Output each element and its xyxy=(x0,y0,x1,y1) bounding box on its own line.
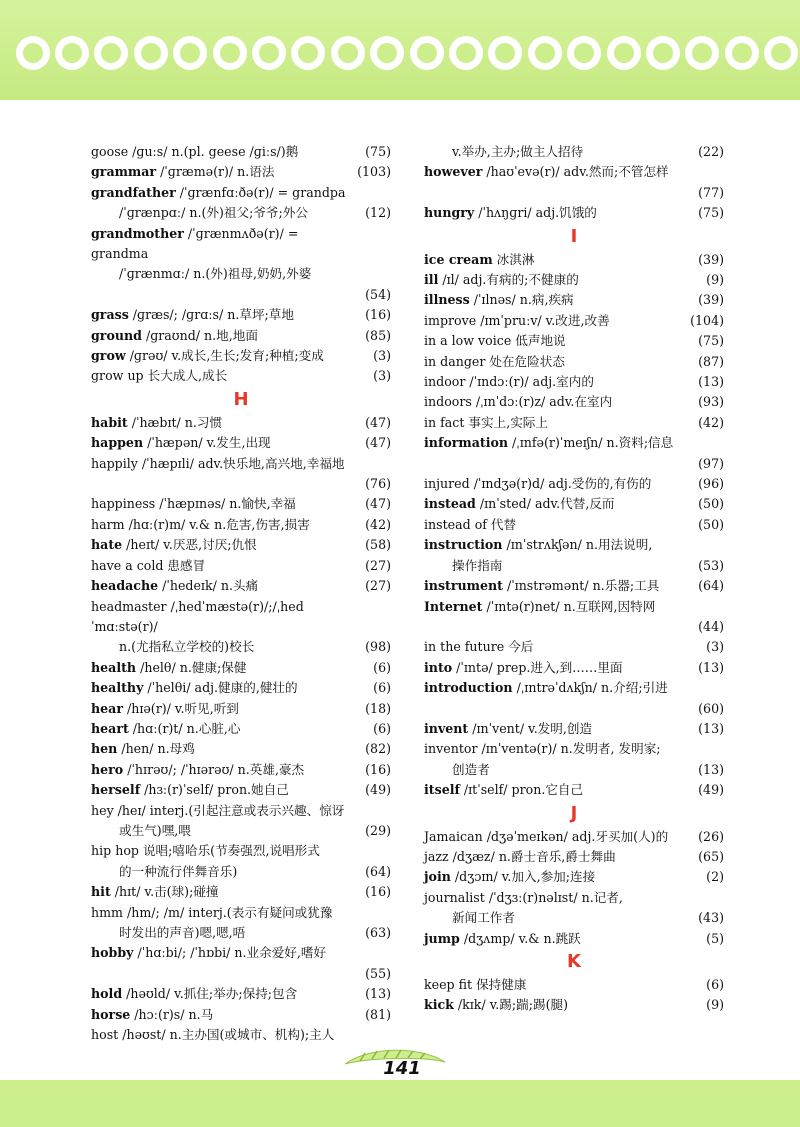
page-reference: (96) xyxy=(698,476,724,492)
bottom-decorative-band xyxy=(0,1080,800,1127)
glossary-entry xyxy=(424,576,724,596)
section-letter: I xyxy=(570,225,578,247)
glossary-entry xyxy=(91,801,391,842)
ring xyxy=(725,36,759,70)
ring xyxy=(94,36,128,70)
entry-text: in the future 今后 xyxy=(424,639,534,655)
entry-text: in danger 处在危险状态 xyxy=(424,353,565,369)
entry-text: harm /hɑː(r)m/ v.& n.危害,伤害,损害 xyxy=(91,516,310,532)
entry-spacer xyxy=(424,454,724,474)
headword: habit xyxy=(91,414,128,430)
headword: hen xyxy=(91,741,118,757)
entry-text: hero /ˈhɪrəʊ/; /ˈhɪərəʊ/ n.英雄,豪杰 xyxy=(91,761,305,777)
ring xyxy=(449,36,483,70)
headword: grammar xyxy=(91,164,157,180)
headword: introduction xyxy=(424,680,513,696)
entry-text: hate /heɪt/ v.厌恶,讨厌;仇恨 xyxy=(91,537,257,553)
page-reference: (50) xyxy=(698,496,724,512)
page-reference: (6) xyxy=(373,659,391,675)
glossary-entry xyxy=(424,162,724,203)
entry-text: jazz /dʒæz/ n.爵士音乐,爵士舞曲 xyxy=(424,848,616,864)
section-letter: K xyxy=(567,950,581,972)
headword: instruction xyxy=(424,537,503,553)
page-reference: (13) xyxy=(698,761,724,777)
entry-text: hip hop 说唱;嘻哈乐(节奏强烈,说唱形式 xyxy=(91,843,320,859)
headword: hate xyxy=(91,537,123,553)
entry-text: hold /həʊld/ v.抓住;举办;保持;包含 xyxy=(91,986,298,1002)
ring xyxy=(764,36,798,70)
entry-text: herself /hɜː(r)ˈself/ pron.她自己 xyxy=(91,782,289,798)
entry-text: host /həʊst/ n.主办国(或城市、机构);主人 xyxy=(91,1027,335,1043)
ring xyxy=(291,36,325,70)
entry-text: hey /heɪ/ interj.(引起注意或表示兴趣、惊讶 xyxy=(91,802,345,818)
page-reference: (39) xyxy=(698,251,724,267)
headword: Internet xyxy=(424,598,483,614)
glossary-entry xyxy=(91,535,391,555)
headword: herself xyxy=(91,782,141,798)
entry-continuation: n.(尤指私立学校的)校长 xyxy=(119,639,255,655)
glossary-entry xyxy=(424,867,724,887)
page-reference: (18) xyxy=(365,700,391,716)
section-letter: H xyxy=(233,388,249,410)
glossary-entry xyxy=(91,597,391,658)
glossary-entry xyxy=(91,183,391,224)
ring xyxy=(410,36,444,70)
ring xyxy=(331,36,365,70)
glossary-entry xyxy=(91,719,391,739)
entry-text: instead of 代替 xyxy=(424,516,517,532)
headword: join xyxy=(424,869,451,885)
headword: grow xyxy=(91,348,126,364)
page-reference: (63) xyxy=(365,925,391,940)
glossary-entry xyxy=(424,975,724,995)
page-reference: (76) xyxy=(365,476,391,492)
entry-text: grandmother /ˈɡrænmʌðə(r)/ = grandma xyxy=(91,225,299,262)
entry-text: habit /ˈhæbɪt/ n.习惯 xyxy=(91,414,223,430)
headword: instead xyxy=(424,496,476,512)
page-reference: (9) xyxy=(706,272,724,288)
headword: hold xyxy=(91,986,123,1002)
entry-text: introduction /ˌɪntrəˈdʌkʃn/ n.介绍;引进 xyxy=(424,680,668,696)
headword: hero xyxy=(91,761,124,777)
entry-continuation: /ˈɡrænpɑː/ n.(外)祖父;爷爷;外公 xyxy=(119,205,308,221)
page-reference: (93) xyxy=(698,394,724,410)
glossary-entry xyxy=(91,739,391,759)
glossary-entry xyxy=(91,760,391,780)
page-reference: (27) xyxy=(365,578,391,594)
entry-text: in a low voice 低声地说 xyxy=(424,333,566,349)
glossary-entry xyxy=(424,739,724,780)
page-reference: (42) xyxy=(365,516,391,532)
glossary-entry xyxy=(91,1005,391,1025)
entry-spacer xyxy=(424,699,724,719)
glossary-entry xyxy=(424,515,724,535)
glossary-entry xyxy=(91,882,391,902)
entry-text: hobby /ˈhɑːbi/; /ˈhɒbi/ n.业余爱好,嗜好 xyxy=(91,945,327,961)
page-reference: (87) xyxy=(698,353,724,369)
headword: into xyxy=(424,659,453,675)
entry-continuation: 或生气)嘿,喂 xyxy=(119,822,191,838)
glossary-entry xyxy=(91,841,391,882)
entry-text: Internet /ˈɪntə(r)net/ n.互联网,因特网 xyxy=(424,598,656,614)
ring xyxy=(685,36,719,70)
page-reference: (3) xyxy=(706,639,724,655)
glossary-entry xyxy=(91,556,391,576)
page-reference: (16) xyxy=(365,884,391,900)
entry-text: journalist /ˈdʒɜː(r)nəlɪst/ n.记者, xyxy=(424,889,623,905)
glossary-entry xyxy=(424,352,724,372)
ring xyxy=(646,36,680,70)
page-reference: (60) xyxy=(698,700,724,716)
entry-text: Jamaican /dʒəˈmeɪkən/ adj.牙买加(人)的 xyxy=(424,828,669,844)
page-reference: (58) xyxy=(365,537,391,553)
ring xyxy=(173,36,207,70)
page-reference: (12) xyxy=(365,205,391,221)
page-reference: (3) xyxy=(373,348,391,364)
glossary-entry xyxy=(424,929,724,949)
entry-text: heart /hɑː(r)t/ n.心脏,心 xyxy=(91,720,241,736)
page-reference: (47) xyxy=(365,435,391,451)
glossary-right-column xyxy=(424,142,724,1016)
entry-text: hen /hen/ n.母鸡 xyxy=(91,741,195,757)
glossary-entry xyxy=(424,331,724,351)
entry-text: information /ˌɪnfə(r)ˈmeɪʃn/ n.资料;信息 xyxy=(424,435,674,451)
glossary-entry xyxy=(91,305,391,325)
entry-text: horse /hɔː(r)s/ n.马 xyxy=(91,1006,214,1022)
entry-text: hit /hɪt/ v.击(球);碰撞 xyxy=(91,884,219,900)
page-reference: (5) xyxy=(706,930,724,946)
glossary-entry xyxy=(91,1025,391,1045)
headword: happen xyxy=(91,435,144,451)
page-reference: (104) xyxy=(690,312,724,328)
entry-text: ill /ɪl/ adj.有病的;不健康的 xyxy=(424,272,579,288)
glossary-entry xyxy=(91,576,391,596)
page-reference: (53) xyxy=(698,557,724,573)
page-reference: (44) xyxy=(698,618,724,634)
glossary-entry xyxy=(91,346,391,366)
glossary-entry xyxy=(424,888,724,929)
page-reference: (3) xyxy=(373,368,391,384)
entry-text: v.举办,主办;做主人招待 xyxy=(452,144,584,159)
page-reference: (97) xyxy=(698,455,724,471)
ring xyxy=(252,36,286,70)
entry-text: health /helθ/ n.健康;保健 xyxy=(91,659,247,675)
glossary-entry xyxy=(91,678,391,698)
page-reference: (13) xyxy=(365,986,391,1002)
headword: grass xyxy=(91,307,129,323)
section-letter: J xyxy=(570,802,578,824)
ring xyxy=(213,36,247,70)
glossary-entry xyxy=(424,311,724,331)
glossary-entry xyxy=(424,535,724,576)
page-reference: (64) xyxy=(365,863,391,879)
headword: heart xyxy=(91,720,129,736)
entry-text: inventor /ɪnˈventə(r)/ n.发明者, 发明家; xyxy=(424,741,661,757)
page-reference: (75) xyxy=(698,333,724,349)
entry-text: in fact 事实上,实际上 xyxy=(424,414,548,430)
page-reference: (55) xyxy=(365,965,391,981)
headword: information xyxy=(424,435,509,451)
headword: health xyxy=(91,659,137,675)
entry-continuation: 的一种流行伴舞音乐) xyxy=(119,863,238,879)
glossary-entry xyxy=(424,392,724,412)
page-reference: (42) xyxy=(698,414,724,430)
entry-continuation: 新闻工作者 xyxy=(452,910,515,926)
glossary-entry xyxy=(424,290,724,310)
page-reference: (65) xyxy=(698,848,724,864)
glossary-entry xyxy=(424,827,724,847)
entry-continuation: /ˈɡrænmɑː/ n.(外)祖母,奶奶,外婆 xyxy=(119,266,312,282)
headword: instrument xyxy=(424,578,503,594)
entry-text: however /haʊˈevə(r)/ adv.然而;不管怎样 xyxy=(424,164,669,180)
glossary-entry xyxy=(424,780,724,800)
entry-text: jump /dʒʌmp/ v.& n.跳跃 xyxy=(424,930,581,946)
glossary-entry xyxy=(424,995,724,1015)
entry-text: indoor /ˈɪndɔː(r)/ adj.室内的 xyxy=(424,374,594,390)
binder-rings xyxy=(0,36,800,78)
ring xyxy=(16,36,50,70)
glossary-entry xyxy=(91,658,391,678)
glossary-entry xyxy=(424,678,724,719)
ring xyxy=(134,36,168,70)
glossary-entry xyxy=(91,984,391,1004)
glossary-entry xyxy=(91,433,391,453)
page-reference: (64) xyxy=(698,578,724,594)
entry-text: kick /kɪk/ v.踢;踹;踢(腿) xyxy=(424,997,568,1013)
entry-spacer xyxy=(91,285,391,305)
ring xyxy=(55,36,89,70)
glossary-entry xyxy=(91,943,391,984)
headword: invent xyxy=(424,720,469,736)
glossary-entry xyxy=(424,433,724,474)
headword: horse xyxy=(91,1006,131,1022)
headword: grandfather xyxy=(91,184,176,200)
headword: jump xyxy=(424,930,460,946)
glossary-entry xyxy=(424,474,724,494)
entry-text: ice cream 冰淇淋 xyxy=(424,251,535,267)
page-reference: (39) xyxy=(698,292,724,308)
page-reference: (75) xyxy=(698,205,724,221)
page-reference: (81) xyxy=(365,1006,391,1022)
glossary-entry xyxy=(91,366,391,386)
glossary-entry xyxy=(424,658,724,678)
headword: grandmother xyxy=(91,225,184,241)
glossary-entry xyxy=(91,224,391,306)
entry-text: invent /ɪnˈvent/ v.发明,创造 xyxy=(424,720,593,736)
headword: ill xyxy=(424,272,439,288)
glossary-entry xyxy=(424,494,724,514)
glossary-entry xyxy=(424,637,724,657)
entry-text: happily /ˈhæpɪli/ adv.快乐地,高兴地,幸福地 xyxy=(91,455,345,471)
entry-text: have a cold 患感冒 xyxy=(91,557,206,573)
glossary-entry xyxy=(424,250,724,270)
glossary-entry xyxy=(424,142,724,162)
entry-text: instead /ɪnˈsted/ adv.代替,反而 xyxy=(424,496,615,512)
page-reference: (6) xyxy=(373,720,391,736)
entry-text: grow up 长大成人,成长 xyxy=(91,368,228,384)
ring xyxy=(607,36,641,70)
page-reference: (27) xyxy=(365,557,391,573)
entry-text: hear /hɪə(r)/ v.听见,听到 xyxy=(91,700,239,716)
ring xyxy=(567,36,601,70)
page-reference: (43) xyxy=(698,910,724,926)
entry-continuation: 时发出的声音)嗯,嗯,唔 xyxy=(119,925,246,940)
entry-text: hungry /ˈhʌŋɡri/ adj.饥饿的 xyxy=(424,205,597,221)
headword: ground xyxy=(91,327,142,343)
headword: hungry xyxy=(424,205,475,221)
entry-spacer xyxy=(424,617,724,637)
headword: hobby xyxy=(91,945,134,961)
page-reference: (22) xyxy=(698,144,724,159)
glossary-entry xyxy=(424,372,724,392)
entry-text: happiness /ˈhæpɪnəs/ n.愉快,幸福 xyxy=(91,496,296,512)
entry-text: headache /ˈhedeɪk/ n.头痛 xyxy=(91,578,259,594)
page-reference: (77) xyxy=(698,184,724,200)
page-reference: (16) xyxy=(365,307,391,323)
page-reference: (47) xyxy=(365,414,391,430)
entry-text: hmm /hm/; /m/ interj.(表示有疑问或犹豫 xyxy=(91,904,333,920)
glossary-entry xyxy=(424,270,724,290)
glossary-entry xyxy=(424,413,724,433)
glossary-entry xyxy=(91,699,391,719)
glossary-entry xyxy=(424,847,724,867)
page-reference: (82) xyxy=(365,741,391,757)
glossary-entry xyxy=(91,903,391,944)
glossary-entry xyxy=(424,597,724,638)
headword: itself xyxy=(424,782,460,798)
headword: however xyxy=(424,164,483,180)
glossary-entry xyxy=(91,142,391,162)
page-reference: (103) xyxy=(357,164,391,180)
page-reference: (2) xyxy=(706,869,724,885)
glossary-entry xyxy=(91,454,391,495)
page-reference: (75) xyxy=(365,144,391,159)
entry-continuation: 操作指南 xyxy=(452,557,503,573)
page-reference: (16) xyxy=(365,761,391,777)
entry-text: into /ˈɪntə/ prep.进入,到……里面 xyxy=(424,659,623,675)
entry-text: goose /ɡuːs/ n.(pl. geese /ɡiːs/)鹅 xyxy=(91,144,299,159)
entry-text: grass /ɡræs/; /ɡrɑːs/ n.草坪;草地 xyxy=(91,307,294,323)
glossary-entry xyxy=(91,780,391,800)
page-reference: (13) xyxy=(698,374,724,390)
page-reference: (9) xyxy=(706,997,724,1013)
glossary-entry xyxy=(91,162,391,182)
entry-text: improve /ɪmˈpruːv/ v.改进,改善 xyxy=(424,312,610,328)
entry-text: itself /ɪtˈself/ pron.它自己 xyxy=(424,782,584,798)
entry-text: illness /ˈɪlnəs/ n.病,疾病 xyxy=(424,292,574,308)
page-reference: (6) xyxy=(706,976,724,992)
entry-spacer xyxy=(424,183,724,203)
entry-text: grow /ɡrəʊ/ v.成长,生长;发育;种植;变成 xyxy=(91,348,324,364)
entry-text: grandfather /ˈɡrænfɑːðə(r)/ = grandpa xyxy=(91,184,346,200)
entry-text: join /dʒɔɪn/ v.加入,参加;连接 xyxy=(424,869,596,885)
page-reference: (13) xyxy=(698,720,724,736)
page-number: 141 xyxy=(383,1058,421,1079)
glossary-entry xyxy=(424,203,724,223)
entry-text: instrument /ˈɪnstrəmənt/ n.乐器;工具 xyxy=(424,578,660,594)
headword: kick xyxy=(424,997,454,1013)
headword: healthy xyxy=(91,680,144,696)
top-decorative-band xyxy=(0,0,800,100)
ring xyxy=(528,36,562,70)
glossary-left-column xyxy=(91,142,391,1045)
page-reference: (49) xyxy=(698,782,724,798)
glossary-entry xyxy=(91,494,391,514)
headword: hit xyxy=(91,884,111,900)
glossary-entry xyxy=(91,326,391,346)
glossary-entry xyxy=(424,719,724,739)
page-reference: (98) xyxy=(365,639,391,655)
entry-text: instruction /ɪnˈstrʌkʃən/ n.用法说明, xyxy=(424,537,653,553)
headword: headache xyxy=(91,578,159,594)
entry-text: grammar /ˈɡræmə(r)/ n.语法 xyxy=(91,164,275,180)
page-reference: (49) xyxy=(365,782,391,798)
entry-text: injured /ˈɪndʒə(r)d/ adj.受伤的,有伤的 xyxy=(424,476,652,492)
glossary-entry xyxy=(91,413,391,433)
ring xyxy=(488,36,522,70)
page-reference: (85) xyxy=(365,327,391,343)
glossary-entry xyxy=(91,515,391,535)
page-reference: (54) xyxy=(365,286,391,302)
entry-text: happen /ˈhæpən/ v.发生,出现 xyxy=(91,435,271,451)
page-reference: (26) xyxy=(698,828,724,844)
ring xyxy=(370,36,404,70)
page-reference: (29) xyxy=(365,822,391,838)
entry-spacer xyxy=(91,964,391,984)
entry-continuation: 创造者 xyxy=(452,761,490,777)
page-reference: (47) xyxy=(365,496,391,512)
headword: illness xyxy=(424,292,470,308)
entry-spacer xyxy=(91,474,391,494)
entry-text: keep fit 保持健康 xyxy=(424,976,527,992)
entry-text: ground /ɡraʊnd/ n.地,地面 xyxy=(91,327,258,343)
page-reference: (50) xyxy=(698,516,724,532)
entry-text: healthy /ˈhelθi/ adj.健康的,健壮的 xyxy=(91,680,298,696)
page-reference: (6) xyxy=(373,680,391,696)
entry-text: headmaster /ˌhedˈmæstə(r)/;/ˌhedˈmɑːstə(r)/ xyxy=(91,598,304,634)
headword: ice cream xyxy=(424,251,493,267)
entry-text: indoors /ˌɪnˈdɔː(r)z/ adv.在室内 xyxy=(424,394,613,410)
headword: hear xyxy=(91,700,123,716)
page-reference: (13) xyxy=(698,659,724,675)
